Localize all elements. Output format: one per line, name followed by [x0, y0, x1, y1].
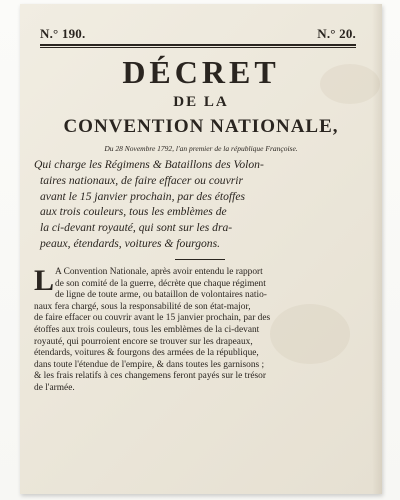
decree-page	[20, 4, 382, 494]
summary-line: avant le 15 janvier prochain, par des étoffes	[40, 189, 246, 203]
subtitle-de-la: DE LA	[173, 94, 229, 110]
decree-body	[34, 264, 364, 395]
summary-line: taires nationaux, de faire effacer ou couvrir	[40, 173, 243, 187]
body-line: royauté, qui pourroient encore se trouver sur les drapeaux,	[34, 336, 253, 347]
summary-line: la ci-devant royauté, qui sont sur les dra-	[40, 221, 233, 235]
body-line: dans toute l'étendue de l'empire, & dans toutes les garnisons ;	[34, 359, 265, 370]
body-line: étendards, voitures & fourgons des armées de la république,	[34, 348, 259, 359]
issue-number-left: N.° 190.	[40, 26, 86, 41]
drop-cap: L	[34, 264, 55, 297]
body-line: & les frais relatifs à ces changemens feront payés sur le trésor	[34, 371, 266, 382]
decree-date: Du 28 Novembre 1792, l'an premier de la république Françoise.	[104, 144, 298, 153]
body-line: naux fera chargé, sous la responsabilité de son état-major,	[34, 301, 251, 312]
decree-summary	[34, 157, 362, 252]
issue-number-right: N.° 20.	[317, 26, 356, 41]
body-line: de son comité de la guerre, décrète que chaque régiment	[55, 278, 266, 289]
body-line: de l'armée.	[34, 382, 75, 393]
body-line: de ligne de toute arme, ou bataillon de volontaires natio-	[55, 290, 267, 301]
summary-line: Qui charge les Régimens & Bataillons des Volon-	[34, 158, 264, 171]
document-title: DÉCRET	[122, 54, 280, 90]
subtitle-convention: CONVENTION NATIONALE,	[63, 116, 339, 137]
summary-line: peaux, étendards, voitures & fourgons.	[40, 236, 221, 250]
header-rule	[40, 44, 356, 48]
summary-line: aux trois couleurs, tous les emblèmes de	[40, 205, 227, 219]
body-line: A Convention Nationale, après avoir entendu le rapport	[55, 267, 263, 277]
body-line: de faire effacer ou couvrir avant le 15 janvier prochain, par des	[34, 313, 271, 324]
section-separator	[175, 259, 225, 260]
body-line: étoffes aux trois couleurs, tous les emblèmes de la ci-devant	[34, 324, 260, 335]
